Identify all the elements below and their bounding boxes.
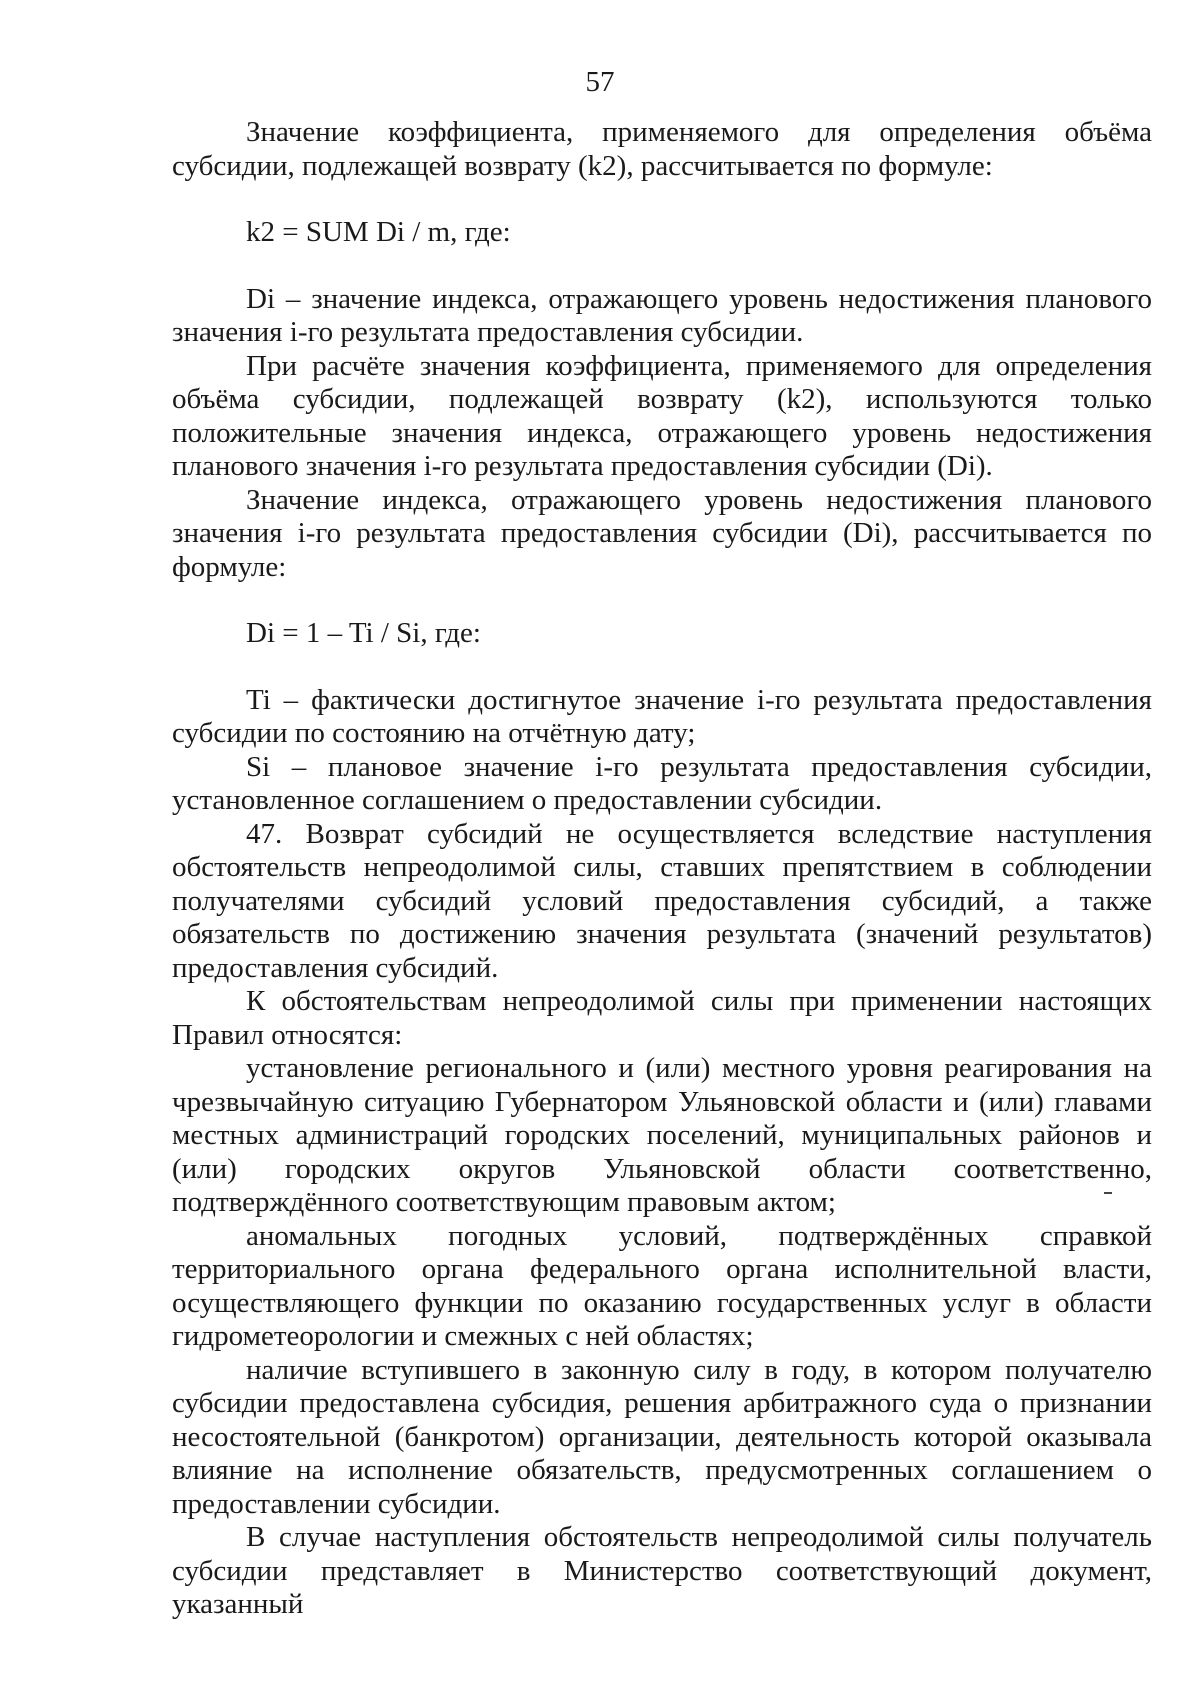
paragraph-si-definition: Si – плановое значение i-го результата предоставления субсидии, установленное соглашением о предоставлении субсидии.	[172, 750, 1152, 816]
paragraph-positive-values: При расчёте значения коэффициента, применяемого для определения объёма субсидии, подлежащей возврату (k2), используются только положительные значения индекса, отражающего уровень недостижения планового значения i-го результата предоставления субсидии (Di).	[172, 349, 1152, 482]
formula-k2: k2 = SUM Di / m, где:	[246, 216, 511, 248]
paragraph-ti-definition: Ti – фактически достигнутое значение i-го результата предоставления субсидии по состоянию на отчётную дату;	[172, 683, 1152, 749]
paragraph-k2-intro: Значение коэффициента, применяемого для определения объёма субсидии, подлежащей возврату (k2), рассчитывается по формуле:	[172, 116, 1152, 182]
paragraph-weather-conditions: аномальных погодных условий, подтверждённых справкой территориального органа федерального органа исполнительной власти, осуществляющего функции по оказанию государственных услуг в области гидрометеорологии и смежных с ней областях;	[172, 1219, 1152, 1352]
page-number: 57	[585, 66, 615, 98]
paragraph-di-definition: Di – значение индекса, отражающего уровень недостижения планового значения i-го результата предоставления субсидии.	[172, 282, 1152, 348]
paragraph-force-majeure-intro: К обстоятельствам непреодолимой силы при применении настоящих Правил относятся:	[172, 985, 1152, 1051]
formula-di: Di = 1 – Ti / Si, где:	[246, 617, 481, 649]
paragraph-bankruptcy: наличие вступившего в законную силу в году, в котором получателю субсидии предоставлена субсидия, решения арбитражного суда о признании несостоятельной (банкротом) организации, деятельность которой оказывала влияние на исполнение обязательств, предусмотренных соглашением о предоставлении субсидии.	[172, 1353, 1152, 1520]
paragraph-document-submission: В случае наступления обстоятельств непреодолимой силы получатель субсидии представляет в Министерство соответствующий документ, указанный	[172, 1521, 1152, 1620]
paragraph-clause-47: 47. Возврат субсидий не осуществляется вследствие наступления обстоятельств непреодолимой силы, ставших препятствием в соблюдении получателями субсидий условий предоставления субсидий, а также обязательств по достижению значения результата (значений результатов) предоставления субсидий.	[172, 817, 1152, 984]
scan-artifact-mark	[1104, 1192, 1112, 1194]
document-body	[172, 116, 1152, 1622]
paragraph-emergency-response: установление регионального и (или) местного уровня реагирования на чрезвычайную ситуацию Губернатором Ульяновской области и (или) главами местных администраций городских поселений, муниципальных районов и (или) городских округов Ульяновской области соответственно, подтверждённого соответствующим правовым актом;	[172, 1052, 1152, 1218]
paragraph-di-formula-intro: Значение индекса, отражающего уровень недостижения планового значения i-го результата предоставления субсидии (Di), рассчитывается по формуле:	[172, 483, 1152, 583]
